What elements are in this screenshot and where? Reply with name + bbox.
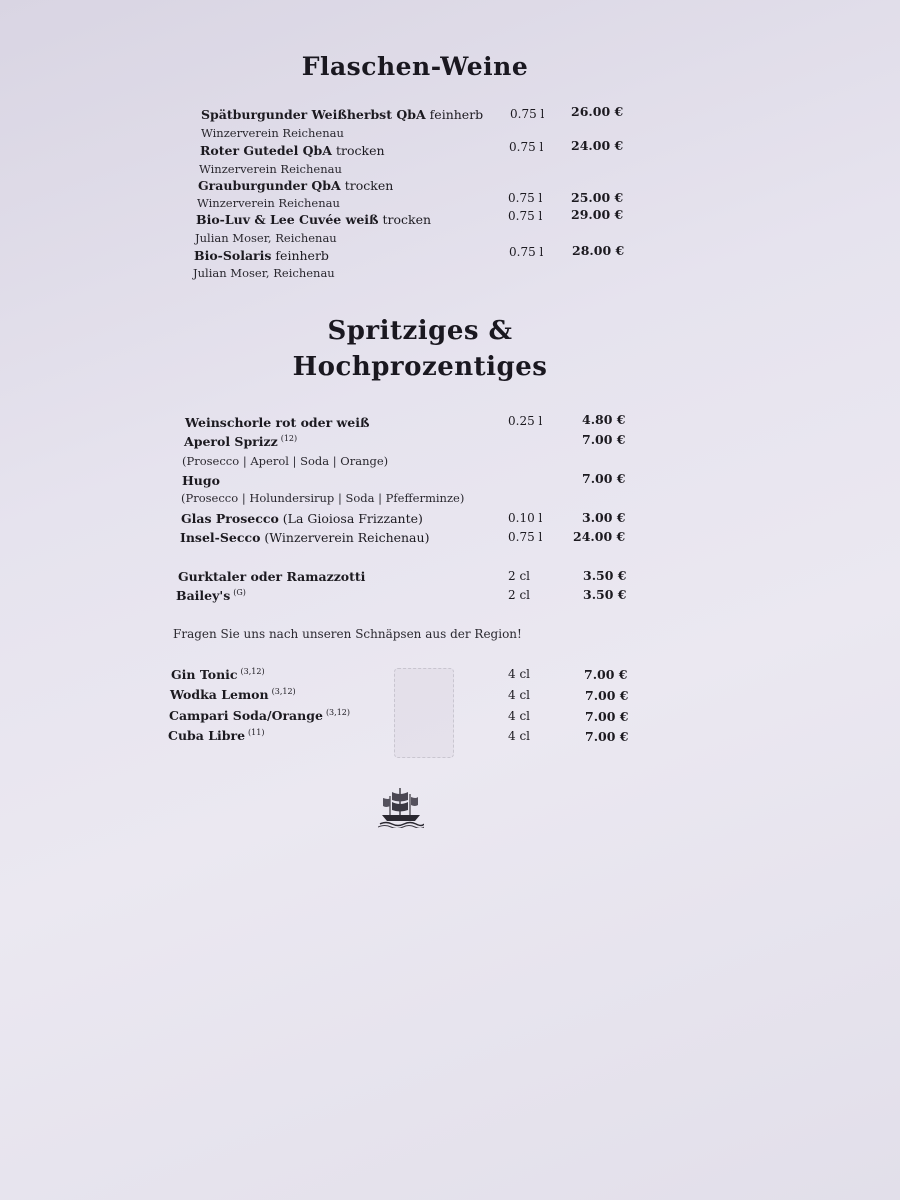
regional-schnapps-note: Fragen Sie uns nach unseren Schnäpsen aus der Region!	[173, 627, 522, 641]
drink-name: Weinschorle rot oder weiß	[185, 415, 370, 430]
allergen-note: (11)	[248, 728, 265, 737]
ship-icon	[378, 786, 424, 828]
wine-volume: 0.75 l	[510, 107, 545, 121]
wine-name: Grauburgunder QbA	[198, 178, 341, 193]
wine-name: Bio-Luv & Lee Cuvée weiß	[196, 212, 379, 227]
drink-item	[185, 415, 370, 430]
wine-name: Bio-Solaris	[194, 248, 272, 263]
longdrink-price: 7.00 €	[585, 709, 629, 724]
spirit-item	[178, 569, 365, 584]
drink-price: 24.00 €	[573, 529, 626, 544]
wine-producer: Julian Moser, Reichenau	[193, 266, 335, 280]
wine-volume: 0.75 l	[509, 140, 544, 154]
wine-volume: 0.75 l	[508, 191, 543, 205]
longdrink-name: Campari Soda/Orange	[169, 708, 323, 724]
longdrink-volume: 4 cl	[508, 709, 531, 723]
spirit-name: Bailey's	[176, 588, 231, 604]
longdrink-item	[171, 667, 265, 682]
spirit-item	[176, 588, 246, 603]
wine-section-title: Flaschen-Weine	[301, 52, 529, 81]
wine-price: 24.00 €	[571, 138, 624, 153]
allergen-note: (3,12)	[325, 708, 350, 717]
drink-description: (Prosecco | Aperol | Soda | Orange)	[182, 454, 389, 468]
wine-style: trocken	[336, 143, 385, 158]
longdrink-name: Cuba Libre	[168, 728, 246, 744]
spirit-name: Gurktaler oder Ramazzotti	[178, 569, 366, 584]
drink-price: 4.80 €	[582, 412, 626, 427]
drink-volume: 0.10 l	[508, 511, 543, 525]
spritz-section-title-line2: Hochprozentiges	[292, 352, 548, 382]
drink-price: 7.00 €	[582, 471, 626, 486]
wine-price: 29.00 €	[571, 207, 624, 222]
wine-producer: Julian Moser, Reichenau	[195, 231, 337, 245]
wine-item	[201, 107, 483, 122]
faint-stamp	[394, 668, 454, 758]
allergen-note: (3,12)	[240, 667, 265, 676]
spirit-price: 3.50 €	[583, 568, 627, 583]
longdrink-price: 7.00 €	[585, 729, 629, 744]
longdrink-volume: 4 cl	[508, 688, 531, 702]
allergen-note: (12)	[280, 434, 298, 443]
drink-inline-description: (Winzerverein Reichenau)	[264, 530, 430, 545]
wine-item	[198, 178, 393, 193]
wine-name: Roter Gutedel QbA	[200, 143, 333, 158]
wine-style: trocken	[382, 212, 432, 227]
longdrink-name: Wodka Lemon	[170, 687, 269, 703]
longdrink-volume: 4 cl	[508, 667, 531, 681]
longdrink-item	[170, 687, 296, 702]
allergen-note: (3,12)	[271, 687, 296, 696]
wine-producer: Winzerverein Reichenau	[199, 162, 342, 176]
spritz-section-title-line1: Spritziges &	[327, 316, 513, 346]
drink-item	[181, 511, 423, 526]
longdrink-item	[168, 728, 264, 743]
wine-style: trocken	[344, 178, 394, 193]
wine-volume: 0.75 l	[508, 209, 543, 223]
drink-name: Hugo	[182, 473, 220, 488]
drink-name: Insel-Secco	[180, 530, 261, 545]
allergen-note: (G)	[233, 588, 246, 597]
wine-price: 28.00 €	[572, 243, 625, 258]
drink-inline-description: (La Gioiosa Frizzante)	[282, 511, 423, 526]
spirit-volume: 2 cl	[508, 569, 531, 583]
wine-producer: Winzerverein Reichenau	[201, 126, 344, 140]
wine-style: feinherb	[429, 107, 484, 122]
wine-producer: Winzerverein Reichenau	[197, 196, 340, 210]
drink-price: 7.00 €	[582, 432, 626, 447]
wine-price: 26.00 €	[571, 104, 624, 119]
wine-name: Spätburgunder Weißherbst QbA	[201, 107, 426, 122]
wine-item	[196, 212, 431, 227]
drink-item	[182, 473, 220, 488]
longdrink-price: 7.00 €	[584, 667, 628, 682]
drink-volume: 0.75 l	[508, 530, 543, 544]
drink-item	[180, 530, 429, 545]
drink-price: 3.00 €	[582, 510, 626, 525]
wine-style: feinherb	[275, 248, 329, 263]
longdrink-volume: 4 cl	[508, 729, 531, 743]
drink-name: Aperol Sprizz	[184, 434, 278, 450]
wine-item	[194, 248, 329, 263]
longdrink-price: 7.00 €	[585, 688, 629, 703]
longdrink-name: Gin Tonic	[171, 667, 238, 683]
drink-description: (Prosecco | Holundersirup | Soda | Pfefferminze)	[181, 491, 465, 505]
longdrink-item	[169, 708, 350, 723]
drink-item	[184, 434, 297, 449]
wine-volume: 0.75 l	[509, 245, 544, 259]
wine-item	[200, 143, 385, 158]
drink-name: Glas Prosecco	[181, 511, 279, 526]
wine-price: 25.00 €	[571, 190, 624, 205]
drink-volume: 0.25 l	[508, 414, 543, 428]
spirit-volume: 2 cl	[508, 588, 531, 602]
spirit-price: 3.50 €	[583, 587, 627, 602]
